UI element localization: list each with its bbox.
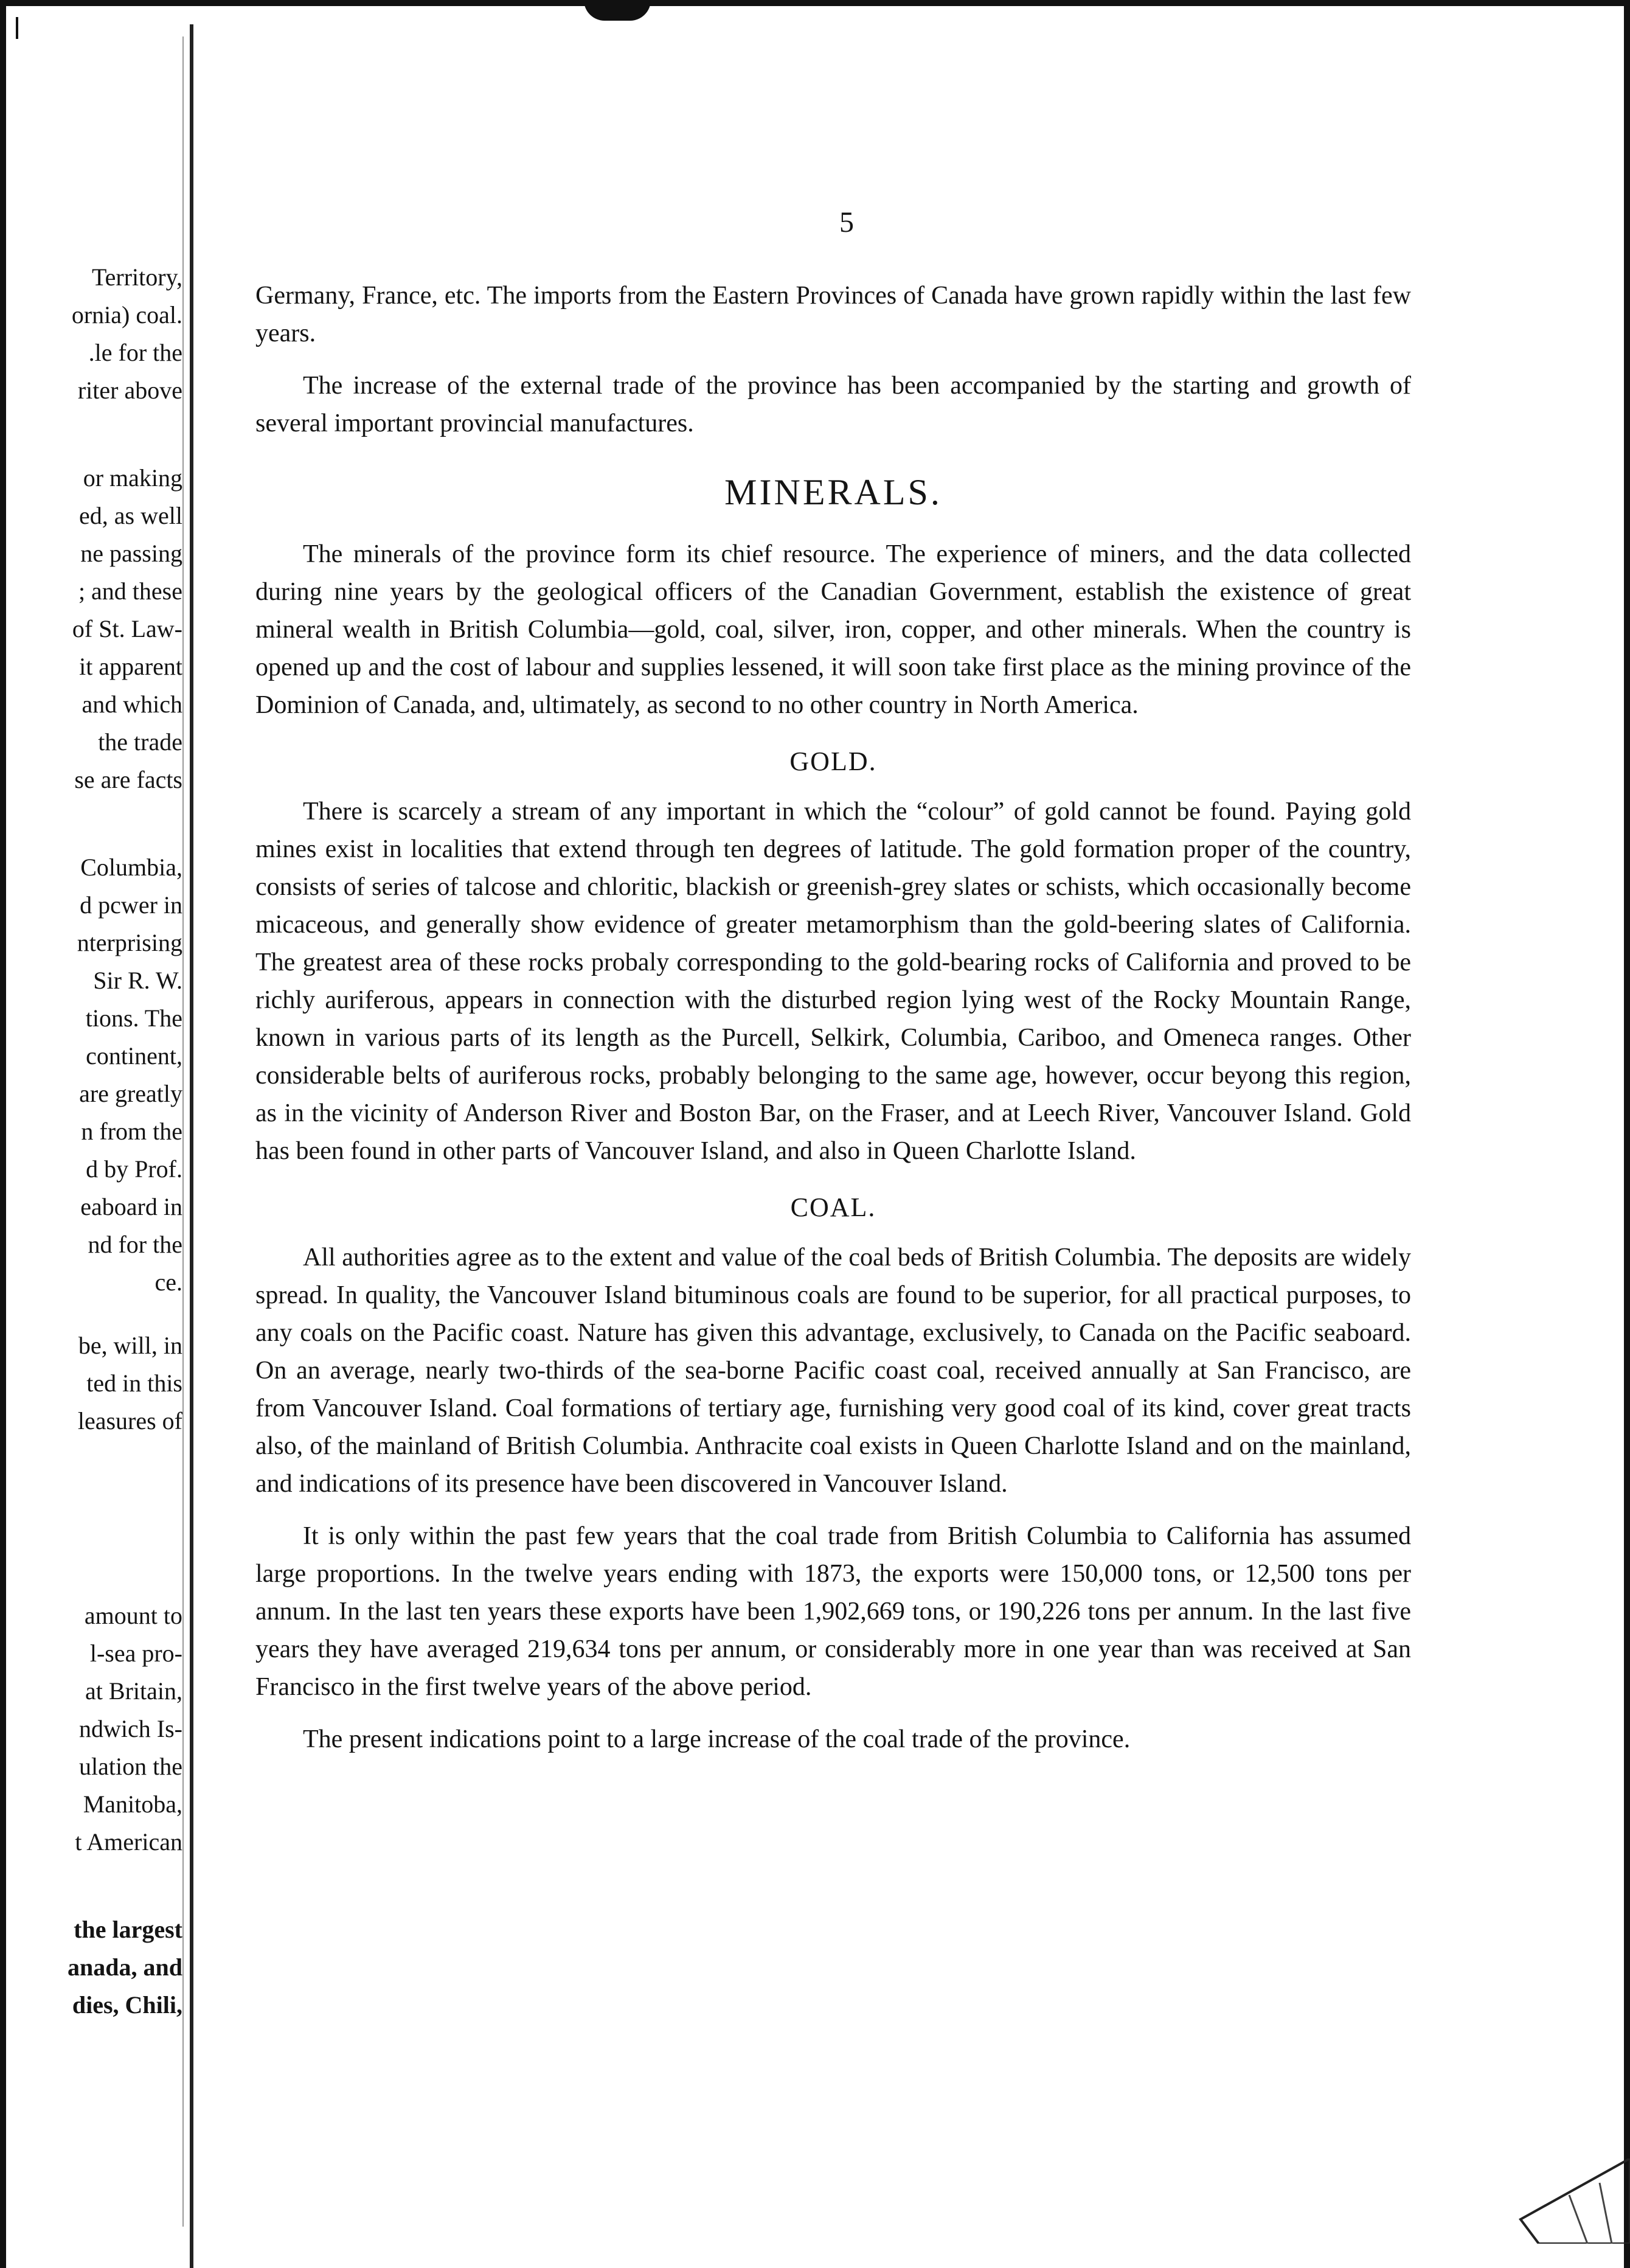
facing-page-line: t American <box>75 1828 182 1856</box>
coal-paragraph-2: It is only within the past few years that the coal trade from British Columbia to California has assumed large proportions. In the twelve years ending with 1873, the exports were 150,000 tons, or 12,500 tons per annum. In the last ten years these exports have been 1,902,669 tons, or 190,226 tons per annum. In the last five years they have averaged 219,634 tons per annum, or considerably more in one year than was received at San Francisco in the first twelve years of the above period. <box>255 1522 1411 1701</box>
minerals-paragraph: The minerals of the province form its chief resource. The experience of miners, and the data collected during nine years by the geological officers of the Canadian Government, establish the existence of great mineral wealth in British Columbia—gold, coal, silver, iron, copper, and other minerals. When the country is opened up and the cost of labour and supplies lessened, it will soon take first place as the mining province of the Dominion of Canada, and, ultimately, as second to no other country in North America. <box>255 540 1411 719</box>
ink-blot <box>584 0 651 21</box>
facing-page-line: Manitoba, <box>83 1790 182 1818</box>
facing-page-line: ornia) coal. <box>71 301 182 329</box>
coal-paragraph-3: The present indications point to a large increase of the coal trade of the province. <box>303 1725 1131 1753</box>
page-corner-fold <box>1496 2158 1630 2244</box>
facing-page-line: the trade <box>98 728 182 756</box>
facing-page-column <box>0 0 182 2268</box>
intro-paragraph-1: Germany, France, etc. The imports from the Eastern Provinces of Canada have grown rapidly within the last few years. <box>255 282 1411 347</box>
facing-page-line: l-sea pro- <box>89 1640 182 1667</box>
facing-page-line: d pcwer in <box>80 891 182 919</box>
facing-page-line: riter above <box>77 377 182 404</box>
gold-heading: GOLD. <box>789 746 877 776</box>
scan-right-border <box>1624 0 1630 2268</box>
facing-page-line: ; and these <box>78 577 182 605</box>
facing-page-line: leasures of <box>77 1407 182 1435</box>
facing-page-line: ce. <box>154 1268 182 1296</box>
facing-page-line: nterprising <box>77 929 182 956</box>
facing-page-line: be, will, in <box>78 1332 182 1359</box>
gold-paragraph: There is scarcely a stream of any important in which the “colour” of gold cannot be found. Paying gold mines exist in localities that extend through ten degrees of latitude. The gold formation proper of the country, consists of series of talcose and chloritic, blackish or greenish-grey slates or schists, which occasionally become micaceous, and generally show evidence of greater metamorphism than the gold-beering slates of California. The greatest area of these rocks probaly corresponding to the gold-bearing rocks of California and proved to be richly auriferous, appears in connection with the disturbed region lying west of the Rocky Mountain Range, known in various parts of its length as the Purcell, Selkirk, Columbia, Cariboo, and Omeneca ranges. Other considerable belts of auriferous rocks, probably belonging to the same age, however, occur beyong this region, as in the vicinity of Anderson River and Boston Bar, on the Fraser, and at Leech River, Vancouver Island. Gold has been found in other parts of Vancouver Island, and also in Queen Charlotte Island. <box>255 798 1411 1165</box>
facing-page-line: se are facts <box>74 766 182 793</box>
facing-page-line: and which <box>82 690 182 718</box>
facing-page-line: anada, and <box>68 1953 182 1981</box>
scan-top-border <box>0 0 1630 6</box>
page-gutter-line <box>190 24 193 2268</box>
facing-page-line: it apparent <box>79 653 182 680</box>
facing-page-line: are greatly <box>79 1080 182 1107</box>
facing-page-line: .le for the <box>88 339 182 366</box>
facing-page-line: n from the <box>81 1118 182 1145</box>
facing-page-line: Territory, <box>92 263 182 291</box>
facing-page-line: ted in this <box>86 1369 182 1397</box>
facing-page-line: at Britain, <box>85 1677 182 1705</box>
facing-page-line: the largest <box>74 1916 182 1943</box>
facing-page-line: or making <box>83 464 182 492</box>
coal-paragraph-1: All authorities agree as to the extent and value of the coal beds of British Columbia. The deposits are widely spread. In quality, the Vancouver Island bituminous coals are found to be superior, for all practical purposes, to any coals on the Pacific coast. Nature has given this advantage, exclusively, to Canada on the Pacific seaboard. On an average, nearly two-thirds of the sea-borne Pacific coast coal, received annually at San Francisco, are from Vancouver Island. Coal formations of tertiary age, furnishing very good coal of its kind, cover great tracts also, of the mainland of British Columbia. Anthracite coal exists in Queen Charlotte Island and on the mainland, and indications of its presence have been discovered in Vancouver Island. <box>255 1244 1411 1498</box>
facing-page-line: tions. The <box>85 1004 182 1032</box>
minerals-heading: MINERALS. <box>724 472 942 512</box>
facing-page-line: eaboard in <box>80 1193 182 1220</box>
intro-paragraph-2: The increase of the external trade of the province has been accompanied by the starting and growth of several important provincial manufactures. <box>255 372 1411 437</box>
facing-page-line: continent, <box>86 1042 182 1070</box>
facing-page-line: amount to <box>84 1602 182 1629</box>
facing-page-line: Sir R. W. <box>93 967 182 994</box>
facing-page-line: of St. Law- <box>72 615 182 642</box>
facing-page-line: ulation the <box>79 1753 182 1780</box>
facing-page-line: ndwich Is- <box>79 1715 182 1742</box>
facing-page-line: ed, as well <box>79 502 182 529</box>
facing-page-line: dies, Chili, <box>72 1991 182 2019</box>
page-number: 5 <box>839 206 854 238</box>
page-gutter-shadow <box>182 37 184 2227</box>
facing-page-line: ne passing <box>80 540 182 567</box>
facing-page-line: Columbia, <box>80 854 182 881</box>
facing-page-line: d by Prof. <box>86 1155 182 1183</box>
facing-page-line: nd for the <box>88 1231 182 1258</box>
page-body <box>255 277 1411 1773</box>
coal-heading: COAL. <box>790 1192 876 1222</box>
